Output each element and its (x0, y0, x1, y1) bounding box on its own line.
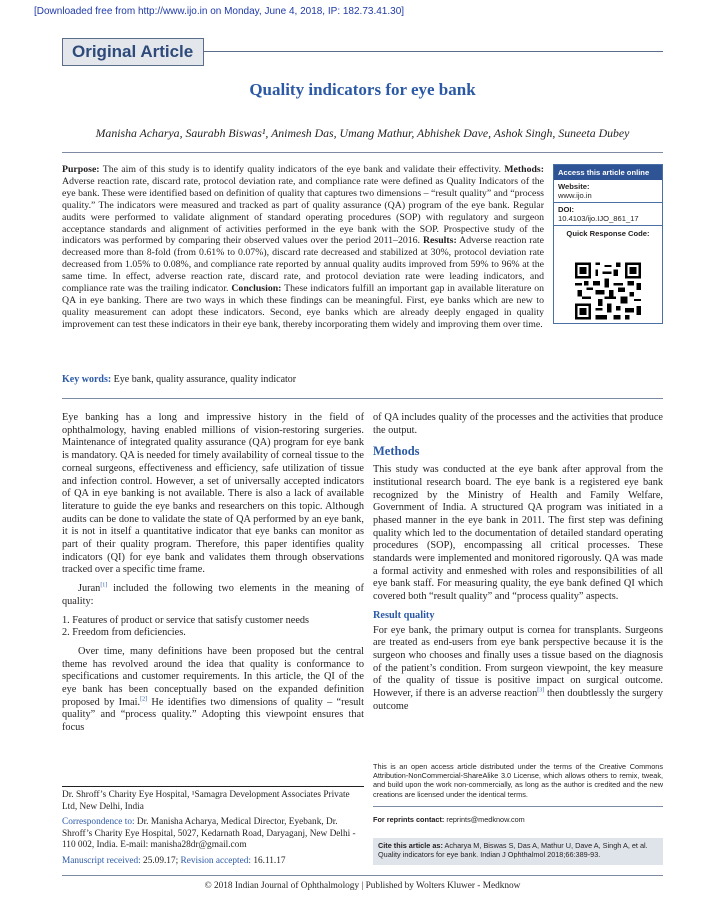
website-link[interactable]: www.ijo.in (558, 191, 592, 200)
accepted-date: 16.11.17 (251, 856, 286, 866)
manuscript-dates (62, 856, 364, 868)
license-divider (373, 806, 663, 807)
correspondence-label: Correspondence to: (62, 817, 135, 827)
website-row (554, 180, 662, 203)
list-item: 1. Features of product or service that satisfy customer needs (62, 614, 310, 626)
accepted-label: Revision accepted: (180, 856, 251, 866)
result-text-rest: then doubtlessly the surgery outcome (373, 688, 663, 712)
reprints-email[interactable]: reprints@medknow.com (444, 815, 525, 824)
website-label: Website: (558, 182, 590, 191)
keywords (62, 374, 544, 385)
intro-paragraph: Eye banking has a long and impressive history in the field of ophthalmology, having enabled millions of vision-restoring surgeries. Maintenance of integrated quality assurance (QA) program for eye bank is mandatory. QA is needed for timely availability of corneal tissue to the corneal surgeons, effectiveness and efficiency, safe utilization of tissue and infection control. However, a set of universally accepted indicators of QA in eye banking is not available. There is also a lack of available literature to guide the eye banks and researchers on this topic. Although audits can be done to validate the state of QA performed by an eye bank, it is not in itself a quantitative indicator that eye banks can monitor as part of their quality program. Therefore, this paper identifies quality indicators (QI) for eye bank and validates them through observations tracked over a specific time frame. (62, 412, 364, 576)
methods-label: Methods: (504, 164, 544, 175)
definition-text-rest: He identifies two dimensions of quality – “result quality” and “process quality.” Adopting this viewpoint ensures that focus (62, 696, 365, 734)
conclusion-text: These indicators fulfill an important gap in available literature on QA in eye banking. There are two ways in which these findings can be meaningful. First, eye banks which are new to quality measurement can adopt these indicators. Second, eye banks which are already deeply engaged in quality improvement can test these indicators in their eye bank, thereby incorporating them widely and improving them over time. (62, 283, 544, 330)
article-type-label: Original Article (62, 38, 204, 66)
methods-text: Adverse reaction rate, discard rate, protocol deviation rate, and compliance rate were defined as Quality Indicators of the eye bank. These were identified based on definition of quality that captures two dimensions – “result quality” and “process quality.” The indicators were measured and tracked as part of quality assurance (QA) program of the eye bank. Regular audits were performed to validate alignment of standard operating procedures (SOP) with regulatory and surgeon acceptance standards and alignment of activities performed in the eye bank with the SOP. Prospective study of the indicators was performed by comparing their observed values over the period 2011–2016. (62, 175, 544, 247)
reprints-contact (373, 815, 663, 824)
purpose-text: The aim of this study is to identify quality indicators of the eye bank and validate their effectivity. (102, 164, 501, 175)
author-list: Manisha Acharya, Saurabh Biswas¹, Animesh Das, Umang Mathur, Abhishek Dave, Ashok Singh, Suneeta Dubey (95, 126, 630, 140)
results-label: Results: (422, 235, 457, 247)
correspondence (62, 817, 364, 852)
authors-divider (62, 152, 663, 153)
license-text: This is an open access article distributed under the terms of the Creative Commons Attribution-NonCommercial-ShareAlike 3.0 License, which allows others to remix, tweak, and build upon the work non-commercially, as long as the author is credited and the new creations are licensed under the identical terms. (373, 762, 663, 799)
right-column (373, 412, 663, 719)
doi-row (554, 203, 662, 226)
article-title: Quality indicators for eye bank (249, 80, 476, 99)
left-column (62, 412, 364, 741)
doi-link[interactable]: 10.4103/ijo.IJO_861_17 (558, 214, 639, 223)
access-article-box (553, 164, 663, 324)
page-footer: © 2018 Indian Journal of Ophthalmology | Published by Wolters Kluwer - Medknow (204, 881, 521, 891)
affiliation: Dr. Shroff’s Charity Eye Hospital, ¹Samagra Development Associates Private Ltd, New Delhi, India (62, 790, 350, 812)
conclusion-label: Conclusion: (231, 283, 282, 295)
footnote-divider (62, 786, 364, 787)
results-text: Adverse reaction rate decreased more than 8-fold (from 0.61% to 0.07%), discard rate decreased and stabilized at 30%, protocol deviation rate decreased from 1.05% to 0.08%, and compliance rate reported by annual quality audits improved from 59% to 96% at the same time. In effect, adverse reaction rate, discard rate, and protocol deviation rate were leading indicators, and compliance rate was the trailing indicator. (62, 235, 544, 295)
juran-paragraph (62, 583, 364, 608)
continued-paragraph: of QA includes quality of the processes and the activities that produce the output. (373, 412, 663, 436)
juran-text: Juran (78, 583, 101, 595)
ref-2[interactable]: [2] (140, 696, 148, 703)
quality-list (62, 615, 364, 640)
result-text: For eye bank, the primary output is cornea for transplants. Surgeons are treated as end-users from eye bank perspective because it is the surgeon who chooses and finally uses a tissue based on the diagnosis of the patient’s condition. From surgeon viewpoint, the key measure of the quality of tissue is positive impact on surgical outcome. However, if there is an adverse reaction (373, 624, 663, 700)
definition-paragraph (62, 646, 364, 735)
abstract-divider (62, 398, 663, 399)
list-item: 2. Freedom from deficiencies. (62, 627, 186, 639)
doi-label: DOI: (558, 205, 575, 214)
access-box-header: Access this article online (554, 165, 662, 180)
purpose-label: Purpose: (62, 164, 100, 175)
cite-box (373, 838, 663, 865)
methods-heading: Methods (373, 444, 420, 459)
header-divider (204, 51, 663, 52)
footer-divider (62, 875, 663, 876)
received-label: Manuscript received: (62, 856, 141, 866)
abstract (62, 164, 544, 331)
cite-label: Cite this article as: (378, 841, 443, 850)
result-quality-heading: Result quality (373, 609, 435, 621)
ref-1[interactable]: [1] (100, 582, 108, 589)
ref-3[interactable]: [3] (537, 687, 545, 694)
result-quality-paragraph (373, 625, 663, 714)
received-date: 25.09.17; (140, 856, 181, 866)
keywords-label: Key words: (62, 374, 112, 385)
reprints-label: For reprints contact: (373, 815, 445, 824)
download-banner: [Downloaded free from http://www.ijo.in on Monday, June 4, 2018, IP: 182.73.41.30] (34, 6, 405, 17)
correspondence-text: Dr. Manisha Acharya, Medical Director, Eyebank, Dr. Shroff’s Charity Eye Hospital, 5027, Kedarnath Road, Daryaganj, New Delhi - 110 002, India. E-mail: manisha28dr@gmail.com (62, 817, 356, 851)
methods-paragraph: This study was conducted at the eye bank after approval from the institutional research board. The eye bank is a registered eye bank recognized by the Ministry of Health and Family Welfare, Government of India. A structured QA program was initiated in a phased manner in the eye bank in 2011. The first step was defining quality which led to the documentation of detailed standard operating procedures (SOP), encompassing all critical processes. These standards were implemented and monitored rigorously. QA was made a formal activity and enmeshed with roles and responsibilities of all eye bank staff. For measuring quality, the eye bank defined QI which covered both “result quality” and “process quality” aspects. (373, 464, 663, 603)
qr-code-icon[interactable] (575, 262, 641, 320)
definition-text: Over time, many definitions have been proposed but the central theme has revolved around the idea that quality is conformance to specifications and customer requirements. In this article, the QI of the eye bank has been conceptually based on the expanded definition proposed by Imai. (62, 645, 364, 708)
juran-text-rest: included the following two elements in the meaning of quality: (62, 583, 364, 607)
keywords-text: Eye bank, quality assurance, quality indicator (113, 374, 297, 385)
cite-text: Acharya M, Biswas S, Das A, Mathur U, Dave A, Singh A, et al. Quality indicators for eye bank. Indian J Ophthalmol 2018;66:389-93. (378, 841, 648, 860)
qr-label: Quick Response Code: (566, 229, 650, 238)
